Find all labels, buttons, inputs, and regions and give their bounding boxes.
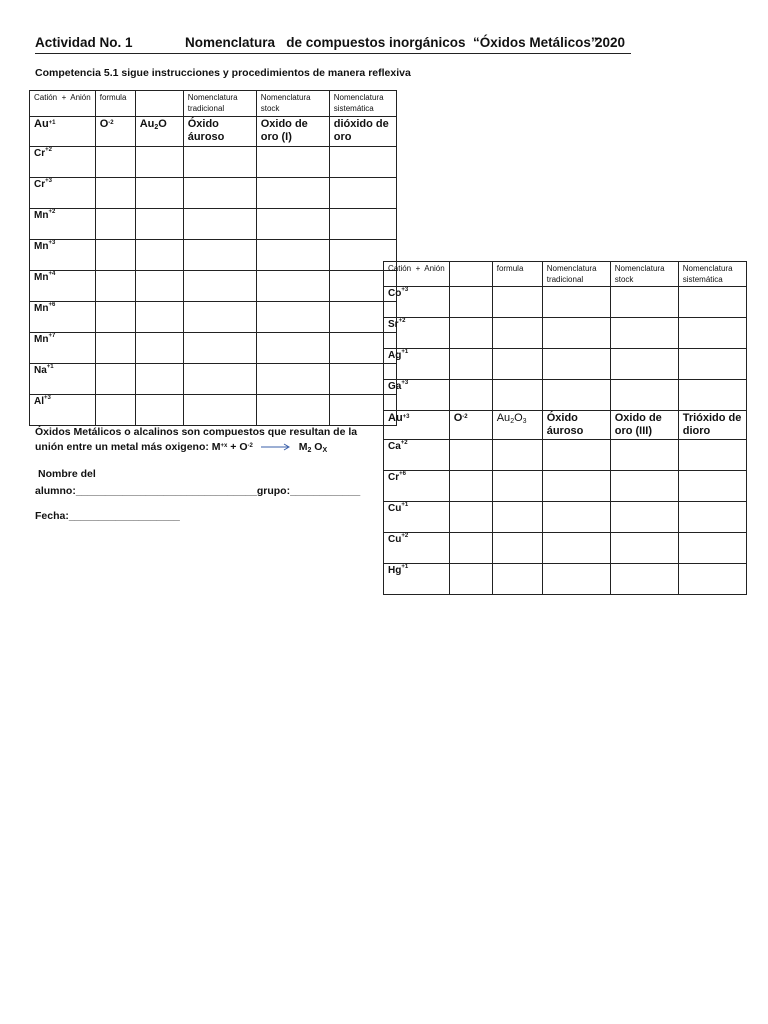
example-row <box>30 117 397 147</box>
answer-cell[interactable] <box>492 502 542 533</box>
answer-cell[interactable] <box>449 318 492 349</box>
example-systematic: Trióxido de dioro <box>678 411 746 440</box>
answer-cell[interactable] <box>678 502 746 533</box>
table-row <box>384 380 747 411</box>
table-row <box>384 533 747 564</box>
example-stock: Oxido de oro (I) <box>256 117 329 147</box>
date-field[interactable]: Fecha:___________________ <box>35 510 180 522</box>
cation-cell: $Cu^{+2}$ <box>384 533 450 564</box>
cation-cell: $Mn^{+2}$ <box>30 209 96 240</box>
cation-cell: $Sr^{+2}$ <box>384 318 450 349</box>
table-row <box>30 364 397 395</box>
answer-cell[interactable] <box>610 349 678 380</box>
answer-cell[interactable] <box>678 349 746 380</box>
student-name-field[interactable]: Nombre del alumno:_______________________________grupo:____________ <box>35 468 361 497</box>
answer-cell[interactable] <box>95 178 135 209</box>
answer-cell[interactable] <box>542 318 610 349</box>
activity-number: Actividad No. 1 <box>35 35 133 50</box>
answer-cell[interactable] <box>256 333 329 364</box>
example-stock: Oxido de oro (III) <box>610 411 678 440</box>
answer-cell[interactable] <box>542 564 610 595</box>
answer-cell[interactable] <box>95 333 135 364</box>
answer-cell[interactable] <box>449 380 492 411</box>
answer-cell[interactable] <box>678 533 746 564</box>
answer-cell[interactable] <box>449 349 492 380</box>
answer-cell[interactable] <box>492 318 542 349</box>
answer-cell[interactable] <box>256 209 329 240</box>
example-formula: $Au_2O_3$ <box>492 411 542 440</box>
answer-cell[interactable] <box>256 271 329 302</box>
example-anion: $O^{-2}$ <box>449 411 492 440</box>
answer-cell[interactable] <box>95 271 135 302</box>
header-systematic: Nomenclatura sistemática <box>329 91 396 117</box>
oxides-table-2 <box>383 261 747 595</box>
answer-cell[interactable] <box>678 471 746 502</box>
answer-cell[interactable] <box>449 471 492 502</box>
answer-cell[interactable] <box>678 287 746 318</box>
activity-year: 2020 <box>595 35 626 50</box>
answer-cell[interactable] <box>610 533 678 564</box>
cation-cell: $Ag^{+1}$ <box>384 349 450 380</box>
answer-cell[interactable] <box>449 502 492 533</box>
answer-cell[interactable] <box>95 364 135 395</box>
answer-cell[interactable] <box>135 209 183 240</box>
answer-cell[interactable] <box>542 380 610 411</box>
competency-statement: Competencia 5.1 sigue instrucciones y procedimientos de manera reflexiva <box>35 67 411 79</box>
answer-cell[interactable] <box>135 178 183 209</box>
answer-cell[interactable] <box>256 302 329 333</box>
example-row <box>384 411 747 440</box>
cation-cell: $Na^{+1}$ <box>30 364 96 395</box>
answer-cell[interactable] <box>95 395 135 426</box>
header-systematic: Nomenclatura sistemática <box>678 262 746 287</box>
answer-cell[interactable] <box>610 287 678 318</box>
cation-cell: $Mn^{+4}$ <box>30 271 96 302</box>
example-traditional: Óxido áuroso <box>542 411 610 440</box>
answer-cell[interactable] <box>256 364 329 395</box>
answer-cell[interactable] <box>492 533 542 564</box>
answer-cell[interactable] <box>183 178 256 209</box>
table-header-row <box>384 262 747 287</box>
answer-cell[interactable] <box>610 318 678 349</box>
oxide-definition: Óxidos Metálicos o alcalinos son compuestos que resultan de la unión entre un metal más oxigeno: $M^{+x} + O^{-2}$ $M_2$ $O_X$ <box>35 426 358 454</box>
answer-cell[interactable] <box>135 395 183 426</box>
cation-cell: $Co^{+3}$ <box>384 287 450 318</box>
header-traditional: Nomenclatura tradicional <box>542 262 610 287</box>
header-formula: formula <box>95 91 135 117</box>
answer-cell[interactable] <box>329 178 396 209</box>
answer-cell[interactable] <box>183 333 256 364</box>
answer-cell[interactable] <box>492 349 542 380</box>
example-systematic: dióxido de oro <box>329 117 396 147</box>
answer-cell[interactable] <box>542 440 610 471</box>
cation-cell: $Al^{+3}$ <box>30 395 96 426</box>
answer-cell[interactable] <box>492 380 542 411</box>
answer-cell[interactable] <box>329 147 396 178</box>
answer-cell[interactable] <box>542 471 610 502</box>
answer-cell[interactable] <box>449 440 492 471</box>
answer-cell[interactable] <box>542 349 610 380</box>
example-anion: $O^{-2}$ <box>95 117 135 147</box>
answer-cell[interactable] <box>256 178 329 209</box>
answer-cell[interactable] <box>492 440 542 471</box>
answer-cell[interactable] <box>678 318 746 349</box>
header-traditional: Nomenclatura tradicional <box>183 91 256 117</box>
table-row <box>30 178 397 209</box>
answer-cell[interactable] <box>678 564 746 595</box>
cation-cell: $Ga^{+3}$ <box>384 380 450 411</box>
example-cation: $Au^{+1}$ <box>30 117 96 147</box>
cation-cell: $Ca^{+2}$ <box>384 440 450 471</box>
table-row <box>384 471 747 502</box>
table-row <box>30 209 397 240</box>
table-row <box>30 333 397 364</box>
answer-cell[interactable] <box>610 440 678 471</box>
answer-cell[interactable] <box>492 564 542 595</box>
cation-cell: $Mn^{+6}$ <box>30 302 96 333</box>
cation-cell: $Cr^{+2}$ <box>30 147 96 178</box>
header-stock: Nomenclatura stock <box>610 262 678 287</box>
cation-cell: $Cr^{+3}$ <box>30 178 96 209</box>
header-cation-anion: Catión + Anión <box>30 91 96 117</box>
cation-cell: $Cu^{+1}$ <box>384 502 450 533</box>
answer-cell[interactable] <box>135 364 183 395</box>
answer-cell[interactable] <box>449 287 492 318</box>
answer-cell[interactable] <box>542 502 610 533</box>
answer-cell[interactable] <box>135 240 183 271</box>
answer-cell[interactable] <box>135 333 183 364</box>
table-row <box>384 318 747 349</box>
answer-cell[interactable] <box>183 302 256 333</box>
page-title <box>35 35 631 54</box>
answer-cell[interactable] <box>95 147 135 178</box>
table-row <box>384 564 747 595</box>
answer-cell[interactable] <box>678 440 746 471</box>
table-row <box>384 502 747 533</box>
answer-cell[interactable] <box>183 364 256 395</box>
table-row <box>30 395 397 426</box>
answer-cell[interactable] <box>610 564 678 595</box>
cation-cell: $Cr^{+6}$ <box>384 471 450 502</box>
answer-cell[interactable] <box>135 271 183 302</box>
answer-cell[interactable] <box>449 564 492 595</box>
cation-cell: $Mn^{+7}$ <box>30 333 96 364</box>
answer-cell[interactable] <box>542 533 610 564</box>
answer-cell[interactable] <box>183 209 256 240</box>
answer-cell[interactable] <box>95 209 135 240</box>
table-row <box>384 440 747 471</box>
answer-cell[interactable] <box>256 147 329 178</box>
example-cation: $Au^{+3}$ <box>384 411 450 440</box>
table-row <box>30 147 397 178</box>
header-stock: Nomenclatura stock <box>256 91 329 117</box>
table-header-row <box>30 91 397 117</box>
activity-topic: Nomenclatura de compuestos inorgánicos “Óxidos Metálicos” <box>185 35 598 50</box>
answer-cell[interactable] <box>542 287 610 318</box>
cation-cell: $Mn^{+3}$ <box>30 240 96 271</box>
answer-cell[interactable] <box>183 271 256 302</box>
answer-cell[interactable] <box>135 147 183 178</box>
answer-cell[interactable] <box>183 147 256 178</box>
answer-cell[interactable] <box>256 240 329 271</box>
table-row <box>30 271 397 302</box>
answer-cell[interactable] <box>135 302 183 333</box>
cation-cell: $Hg^{+1}$ <box>384 564 450 595</box>
answer-cell[interactable] <box>610 380 678 411</box>
answer-cell[interactable] <box>610 502 678 533</box>
answer-cell[interactable] <box>449 533 492 564</box>
answer-cell[interactable] <box>492 471 542 502</box>
answer-cell[interactable] <box>183 240 256 271</box>
answer-cell[interactable] <box>329 209 396 240</box>
answer-cell[interactable] <box>492 287 542 318</box>
header-cation-anion: Catión + Anión <box>384 262 450 287</box>
table-row <box>30 240 397 271</box>
answer-cell[interactable] <box>678 380 746 411</box>
example-traditional: Óxido áuroso <box>183 117 256 147</box>
table-row <box>384 287 747 318</box>
example-formula: $Au_2O$ <box>135 117 183 147</box>
reaction-arrow-icon <box>260 443 292 451</box>
answer-cell[interactable] <box>610 471 678 502</box>
table-row <box>30 302 397 333</box>
answer-cell[interactable] <box>256 395 329 426</box>
header-formula: formula <box>492 262 542 287</box>
table-row <box>384 349 747 380</box>
answer-cell[interactable] <box>183 395 256 426</box>
answer-cell[interactable] <box>95 240 135 271</box>
oxides-table-1 <box>29 90 397 426</box>
answer-cell[interactable] <box>95 302 135 333</box>
